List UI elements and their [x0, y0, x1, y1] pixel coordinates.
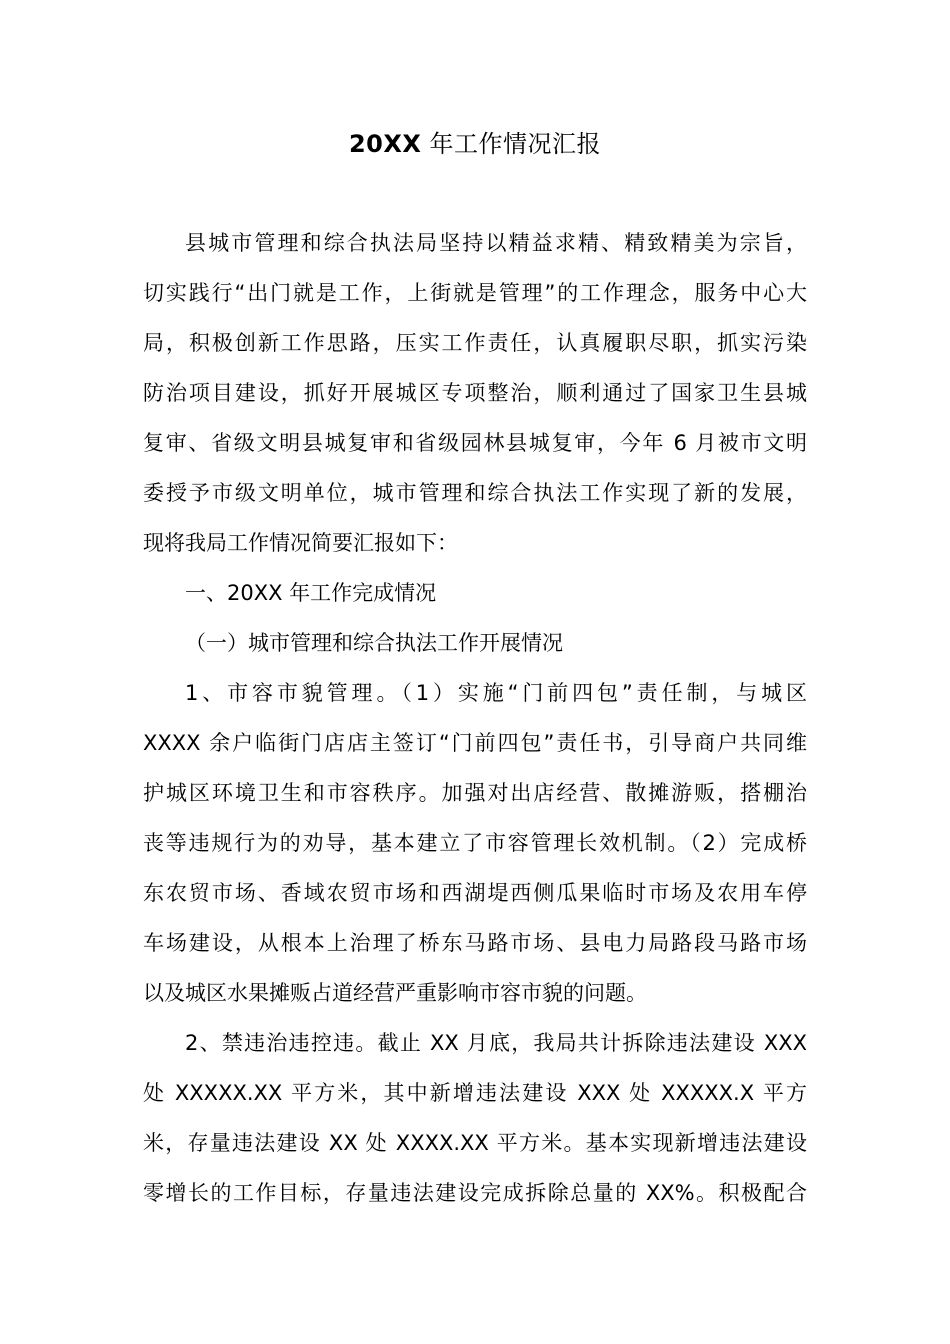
document-title — [0, 124, 950, 164]
body-line: 处 XXXXX.XX 平方米，其中新增违法建设 XXX 处 XXXXX.X 平方 — [143, 1081, 807, 1105]
body-line: 护城区环境卫生和市容秩序。加强对出店经营、散摊游贩，搭棚治 — [143, 781, 807, 805]
body-line: 2、禁违治违控违。截止 XX 月底，我局共计拆除违法建设 XXX — [185, 1031, 807, 1055]
body-line: 局，积极创新工作思路，压实工作责任，认真履职尽职，抓实污染 — [143, 331, 807, 355]
body-line: 丧等违规行为的劝导，基本建立了市容管理长效机制。（2）完成桥 — [143, 831, 807, 855]
body-line: 东农贸市场、香域农贸市场和西湖堤西侧瓜果临时市场及农用车停 — [143, 881, 807, 905]
body-line: 一、20XX 年工作完成情况 — [185, 581, 437, 605]
body-line: 县城市管理和综合执法局坚持以精益求精、精致精美为宗旨， — [185, 231, 807, 255]
body-line: 米，存量违法建设 XX 处 XXXX.XX 平方米。基本实现新增违法建设 — [143, 1131, 807, 1155]
body-line: 切实践行“出门就是工作，上街就是管理”的工作理念，服务中心大 — [143, 281, 807, 305]
title-text: 年工作情况汇报 — [429, 130, 602, 158]
body-line: 以及城区水果摊贩占道经营严重影响市容市貌的问题。 — [143, 981, 647, 1005]
body-line: 零增长的工作目标，存量违法建设完成拆除总量的 XX%。积极配合 — [143, 1181, 807, 1205]
body-line: 1、市容市貌管理。（1）实施“门前四包”责任制，与城区 — [185, 681, 807, 705]
body-line: 现将我局工作情况简要汇报如下： — [143, 531, 458, 555]
body-line: （一）城市管理和综合执法工作开展情况 — [185, 631, 563, 655]
document-body — [143, 218, 807, 1218]
body-line: XXXX 余户临街门店店主签订“门前四包”责任书，引导商户共同维 — [143, 731, 807, 755]
body-line: 车场建设，从根本上治理了桥东马路市场、县电力局路段马路市场 — [143, 931, 807, 955]
body-line: 委授予市级文明单位，城市管理和综合执法工作实现了新的发展， — [143, 481, 807, 505]
body-line: 复审、省级文明县城复审和省级园林县城复审，今年 6 月被市文明 — [143, 431, 807, 455]
body-line: 防治项目建设，抓好开展城区专项整治，顺利通过了国家卫生县城 — [143, 381, 807, 405]
title-year: 20XX — [348, 130, 422, 158]
